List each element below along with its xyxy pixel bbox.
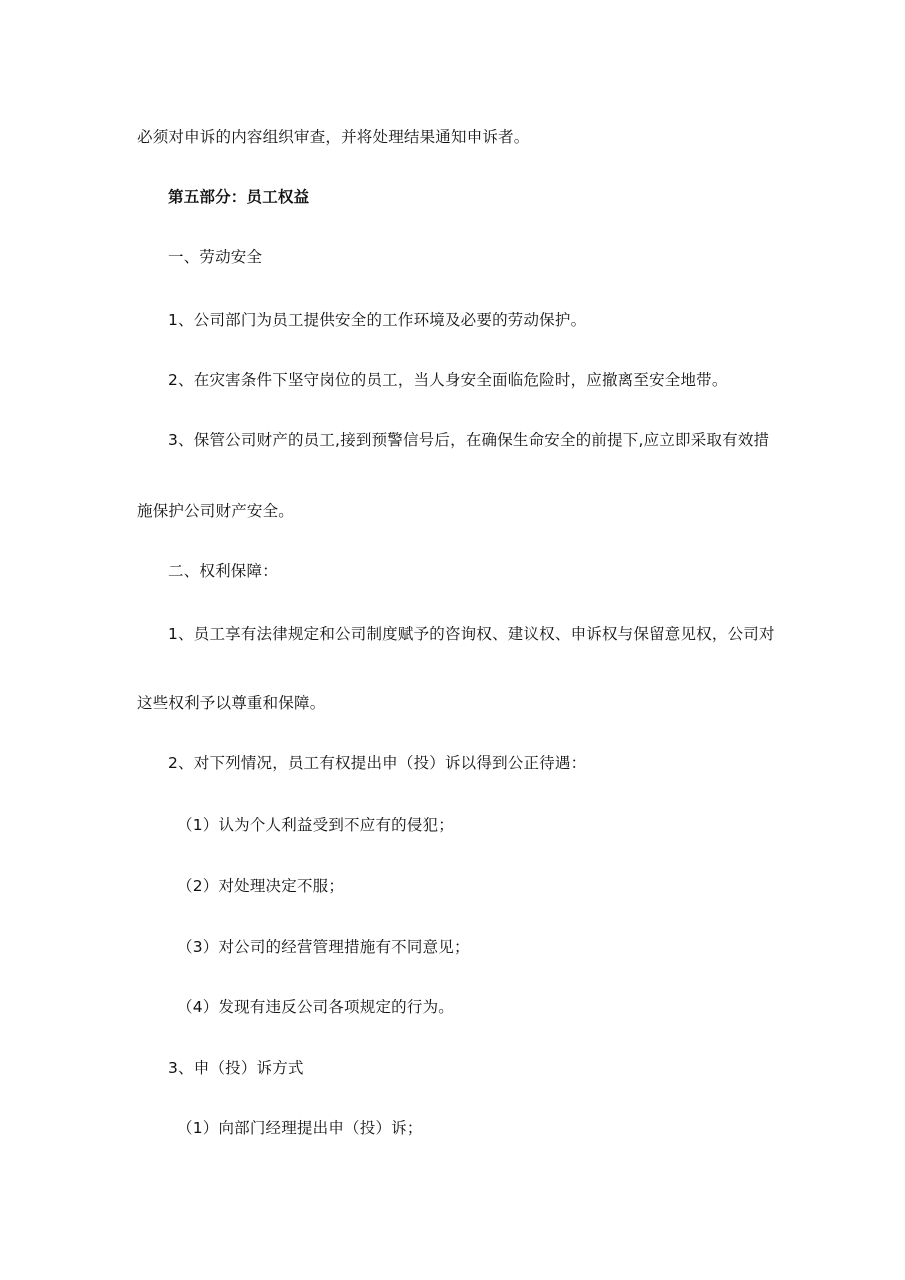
list-item: 2、在灾害条件下坚守岗位的员工，当人身安全面临危险时，应撤离至安全地带。 xyxy=(168,371,728,389)
subsection-heading: 二、权利保障： xyxy=(168,562,278,580)
list-item: 3、保管公司财产的员工,接到预警信号后，在确保生命安全的前提下,应立即采取有效措 xyxy=(168,431,770,449)
list-item: 3、申（投）诉方式 xyxy=(168,1059,304,1077)
list-item-continuation: 这些权利予以尊重和保障。 xyxy=(137,694,326,712)
section-heading: 第五部分：员工权益 xyxy=(168,188,310,206)
sub-list-item: （1）向部门经理提出申（投）诉； xyxy=(177,1119,423,1137)
list-item-continuation: 施保护公司财产安全。 xyxy=(137,502,295,520)
paragraph-continuation: 必须对申诉的内容组织审查，并将处理结果通知申诉者。 xyxy=(137,128,530,146)
sub-list-item: （1）认为个人利益受到不应有的侵犯； xyxy=(177,816,454,834)
sub-list-item: （2）对处理决定不服； xyxy=(177,877,345,895)
sub-list-item: （4）发现有违反公司各项规定的行为。 xyxy=(177,998,454,1016)
sub-list-item: （3）对公司的经营管理措施有不同意见； xyxy=(177,938,470,956)
list-item: 1、员工享有法律规定和公司制度赋予的咨询权、建议权、申诉权与保留意见权，公司对 xyxy=(168,625,775,643)
list-item: 1、公司部门为员工提供安全的工作环境及必要的劳动保护。 xyxy=(168,311,587,329)
subsection-heading: 一、劳动安全 xyxy=(168,248,263,266)
list-item: 2、对下列情况，员工有权提出申（投）诉以得到公正待遇： xyxy=(168,754,587,772)
